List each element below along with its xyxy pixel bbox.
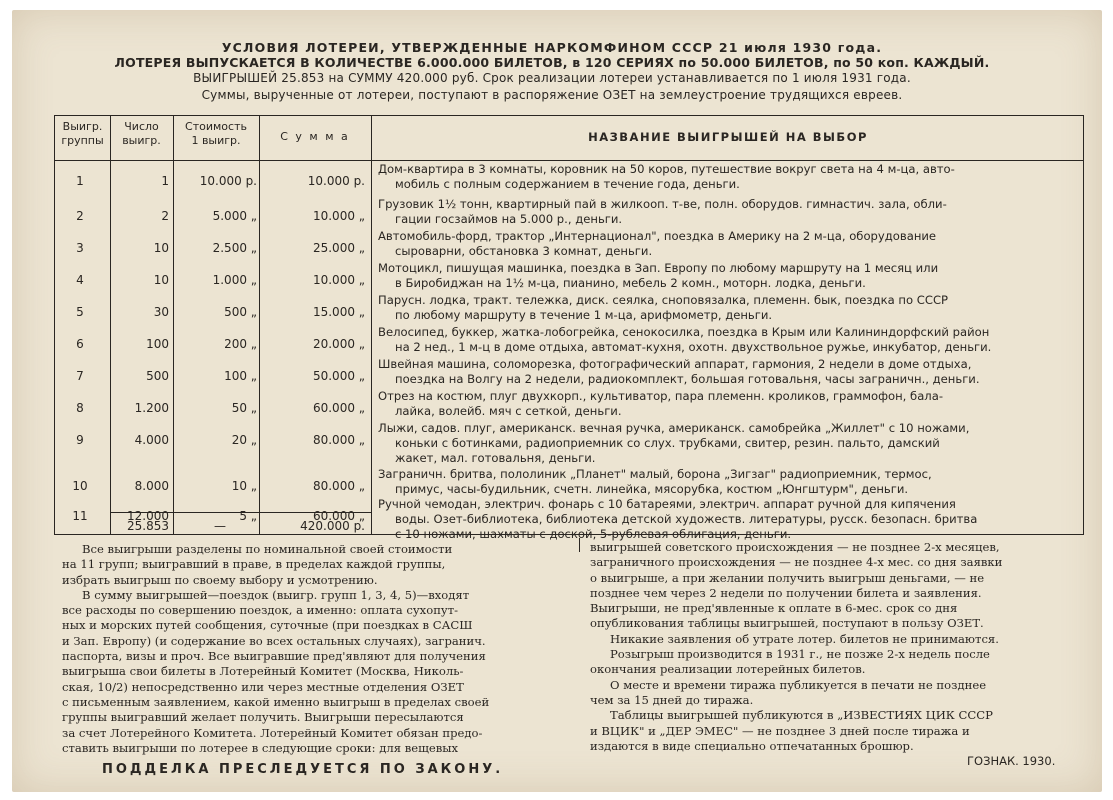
condition-line: с письменным заявлением, какой именно выигрыш в пределах своей xyxy=(62,694,490,709)
row-group: 8 xyxy=(76,401,84,415)
row-prize-description: с 10 ножами, шахматы с доской, 5-рублевая облигация, деньги. xyxy=(395,527,792,541)
row-group: 7 xyxy=(76,369,84,383)
condition-line: ская, 10/2) непосредственно или через местные отделения ОЗЕТ xyxy=(62,679,464,694)
row-cost: 1.000 „ xyxy=(212,273,257,287)
row-prize-description: на 2 нед., 1 м-ц в доме отдыха, автомат-кухня, охотн. двухствольное ружье, инкубатор, деньги. xyxy=(395,340,992,354)
condition-line: окончания реализации лотерейных билетов. xyxy=(590,662,866,677)
condition-line: Выигрыши, не пред'явленные к оплате в 6-мес. срок со дня xyxy=(590,601,958,616)
condition-line: ных и морских путей сообщения, суточные (при поездках в САСШ xyxy=(62,618,473,633)
row-prize-description: Мотоцикл, пишущая машинка, поездка в Зап. Европу по любому маршруту на 1 месяц или xyxy=(378,261,939,275)
row-prize-description: Ручной чемодан, электрич. фонарь с 10 батареями, электрич. аппарат ручной для кипячения xyxy=(378,497,956,511)
row-prize-description: мобиль с полным содержанием в течение года, деньги. xyxy=(395,177,740,191)
condition-line: опубликования таблицы выигрышей, поступают в пользу ОЗЕТ. xyxy=(590,616,984,631)
row-sum: 25.000 „ xyxy=(312,241,365,255)
col-header-cost: Стоимость 1 выигр. xyxy=(185,120,247,147)
row-prize-description: Велосипед, буккер, жатка-лобогрейка, сенокосилка, поездка в Крым или Калининдорфский район xyxy=(378,325,990,339)
table-divider xyxy=(371,116,372,534)
total-sum: 420.000 р. xyxy=(300,519,365,533)
row-count: 8.000 xyxy=(134,479,169,493)
col-header-sum: С у м м а xyxy=(280,130,350,143)
row-cost: 200 „ xyxy=(224,337,257,351)
condition-line: заграничного происхождения — не позднее 4-х мес. со дня заявки xyxy=(590,555,1003,570)
row-group: 1 xyxy=(76,174,84,188)
row-sum: 10.000 р. xyxy=(307,174,365,188)
row-prize-description: Лыжи, садов. плуг, американск. вечная ручка, американск. самобрейка „Жиллет" с 10 ножами, xyxy=(378,421,970,435)
row-cost: 50 „ xyxy=(231,401,257,415)
row-cost: 5.000 „ xyxy=(212,209,257,223)
row-prize-description: сыроварни, обстановка 3 комнат, деньги. xyxy=(395,244,653,258)
row-group: 9 xyxy=(76,433,84,447)
row-group: 5 xyxy=(76,305,84,319)
row-count: 2 xyxy=(161,209,169,223)
condition-line: выигрышей советского происхождения — не позднее 2-х месяцев, xyxy=(590,540,1000,554)
condition-line: чем за 15 дней до тиража. xyxy=(590,692,754,707)
row-sum: 50.000 „ xyxy=(312,369,365,383)
conditions-left-column xyxy=(62,542,570,756)
condition-line: В сумму выигрышей—поездок (выигр. групп 1, 3, 4, 5)—входят xyxy=(82,587,470,602)
col-header-prize-names: НАЗВАНИЕ ВЫИГРЫШЕЙ НА ВЫБОР xyxy=(588,130,868,144)
row-prize-description: Дом-квартира в 3 комнаты, коровник на 50 коров, путешествие вокруг света на 4 м-ца, авто- xyxy=(378,162,955,176)
col-header-group: Выигр. группы xyxy=(61,120,104,147)
condition-line: издаются в виде специально отпечатанных брошюр. xyxy=(590,738,914,753)
total-cost: — xyxy=(214,519,226,533)
row-sum: 80.000 „ xyxy=(312,479,365,493)
row-prize-description: коньки с ботинками, радиоприемник со слух. трубками, свитер, резин. пальто, дамский xyxy=(395,436,940,450)
row-group: 2 xyxy=(76,209,84,223)
condition-line: о выигрыше, а при желании получить выигрыш деньгами, — не xyxy=(590,570,985,585)
condition-line: Никакие заявления об утрате лотер. билетов не принимаются. xyxy=(610,631,999,646)
row-prize-description: воды. Озет-библиотека, библиотека детской художеств. литературы, русск. безопасн. бритва xyxy=(395,512,978,526)
row-prize-description: поездка на Волгу на 2 недели, радиокомплект, большая готовальня, часы заграничн., деньги. xyxy=(395,372,980,386)
lottery-ticket-back xyxy=(12,10,1102,792)
row-sum: 10.000 „ xyxy=(312,209,365,223)
row-prize-description: жакет, мал. готовальня, деньги. xyxy=(395,451,596,465)
condition-line: Розыгрыш производится в 1931 г., не позже 2-х недель после xyxy=(610,647,990,662)
table-header-rule xyxy=(55,160,1083,161)
prize-table xyxy=(54,115,1084,541)
printer-imprint: ГОЗНАК. 1930. xyxy=(967,754,1056,768)
row-count: 12.000 xyxy=(127,509,169,523)
row-group: 6 xyxy=(76,337,84,351)
row-sum: 10.000 „ xyxy=(312,273,365,287)
condition-line: паспорта, визы и проч. Все выигравшие пред'являют для получения xyxy=(62,649,486,664)
row-sum: 80.000 „ xyxy=(312,433,365,447)
table-divider xyxy=(259,116,260,534)
conditions-right-column xyxy=(590,540,1080,754)
col-header-count: Число выигр. xyxy=(122,120,161,147)
row-group: 10 xyxy=(72,479,88,493)
condition-line: выигрыша свои билеты в Лотерейный Комитет (Москва, Николь- xyxy=(62,664,464,679)
row-cost: 500 „ xyxy=(224,305,257,319)
header-issue: ЛОТЕРЕЯ ВЫПУСКАЕТСЯ В КОЛИЧЕСТВЕ 6.000.000 БИЛЕТОВ, в 120 СЕРИЯХ по 50.000 БИЛЕТОВ, по 50 коп. КАЖДЫЙ. xyxy=(114,55,990,70)
row-cost: 2.500 „ xyxy=(212,241,257,255)
row-prize-description: в Биробиджан на 1½ м-ца, пианино, мебель 2 комн., моторн. лодка, деньги. xyxy=(395,276,866,290)
row-group: 4 xyxy=(76,273,84,287)
row-count: 1.200 xyxy=(134,401,169,415)
row-group: 3 xyxy=(76,241,84,255)
row-group: 11 xyxy=(72,509,88,523)
forgery-warning: ПОДДЕЛКА ПРЕСЛЕДУЕТСЯ ПО ЗАКОНУ. xyxy=(102,762,504,777)
condition-line: Все выигрыши разделены по номинальной своей стоимости xyxy=(82,542,453,556)
header-prizes: ВЫИГРЫШЕЙ 25.853 на СУММУ 420.000 руб. Срок реализации лотереи устанавливается по 1 июля 1931 года. xyxy=(193,71,911,85)
condition-line: на 11 групп; выигравший в праве, в пределах каждой группы, xyxy=(62,557,446,572)
row-prize-description: лайка, волейб. мяч с сеткой, деньги. xyxy=(395,404,622,418)
row-sum: 20.000 „ xyxy=(312,337,365,351)
row-cost: 10 „ xyxy=(231,479,257,493)
condition-line: ставить выигрыши по лотерее в следующие сроки: для вещевых xyxy=(62,740,459,755)
row-count: 1 xyxy=(161,174,169,188)
condition-line: группы выигравший желает получить. Выигрыши пересылаются xyxy=(62,710,464,725)
row-count: 10 xyxy=(153,241,169,255)
row-count: 500 xyxy=(146,369,169,383)
row-count: 10 xyxy=(153,273,169,287)
row-sum: 60.000 „ xyxy=(312,401,365,415)
row-prize-description: Заграничн. бритва, пололиник „Планет" малый, борона „Зигзаг" радиоприемник, термос, xyxy=(378,467,932,481)
condition-line: и ВЦИК" и „ДЕР ЭМЕС" — не позднее 3 дней после тиража и xyxy=(590,723,970,738)
row-prize-description: Автомобиль-форд, трактор „Интернационал", поездка в Америку на 2 м-ца, оборудование xyxy=(378,229,937,243)
row-cost: 10.000 р. xyxy=(199,174,257,188)
row-cost: 100 „ xyxy=(224,369,257,383)
row-cost: 20 „ xyxy=(231,433,257,447)
condition-line: Таблицы выигрышей публикуются в „ИЗВЕСТИЯХ ЦИК СССР xyxy=(610,708,993,723)
header-proceeds: Суммы, вырученные от лотереи, поступают в распоряжение ОЗЕТ на землеустроение трудящихся евреев. xyxy=(201,88,903,102)
row-prize-description: Швейная машина, соломорезка, фотографический аппарат, гармония, 2 недели в доме отдыха, xyxy=(378,357,972,371)
row-prize-description: по любому маршруту в течение 1 м-ца, арифмометр, деньги. xyxy=(395,308,773,322)
row-prize-description: Отрез на костюм, плуг двухкорп., культиватор, пара племенн. кроликов, граммофон, бала- xyxy=(378,389,944,403)
row-prize-description: примус, часы-будильник, счетн. линейка, мясорубка, костюм „Юнгштурм", деньги. xyxy=(395,482,909,496)
row-prize-description: гации госзаймов на 5.000 р., деньги. xyxy=(395,212,623,226)
condition-line: позднее чем через 2 недели по получении билета и заявления. xyxy=(590,585,982,600)
header-title: УСЛОВИЯ ЛОТЕРЕИ, УТВЕРЖДЕННЫЕ НАРКОМФИНОМ СССР 21 июля 1930 года. xyxy=(221,40,883,55)
row-count: 4.000 xyxy=(134,433,169,447)
row-prize-description: Грузовик 1½ тонн, квартирный пай в жилкооп. т-ве, полн. оборудов. гимнастич. зала, обли- xyxy=(378,197,947,211)
row-prize-description: Парусн. лодка, тракт. тележка, диск. сеялка, сноповязалка, племенн. бык, поездка по СССР xyxy=(378,293,949,307)
condition-line: все расходы по совершению поездок, а именно: оплата сухопут- xyxy=(62,603,459,618)
row-count: 30 xyxy=(153,305,169,319)
row-cost: 5 „ xyxy=(239,509,257,523)
condition-line: за счет Лотерейного Комитета. Лотерейный Комитет обязан предо- xyxy=(62,725,483,740)
condition-line: и Зап. Европу) (и содержание во всех остальных случаях), загранич. xyxy=(62,633,486,648)
column-divider xyxy=(579,538,581,552)
row-sum: 15.000 „ xyxy=(312,305,365,319)
row-sum: 60.000 „ xyxy=(312,509,365,523)
table-divider xyxy=(173,116,174,534)
condition-line: избрать выигрыш по своему выбору и усмотрению. xyxy=(62,572,378,587)
row-count: 100 xyxy=(146,337,169,351)
total-count: 25.853 xyxy=(127,519,169,533)
condition-line: О месте и времени тиража публикуется в печати не позднее xyxy=(610,677,987,692)
